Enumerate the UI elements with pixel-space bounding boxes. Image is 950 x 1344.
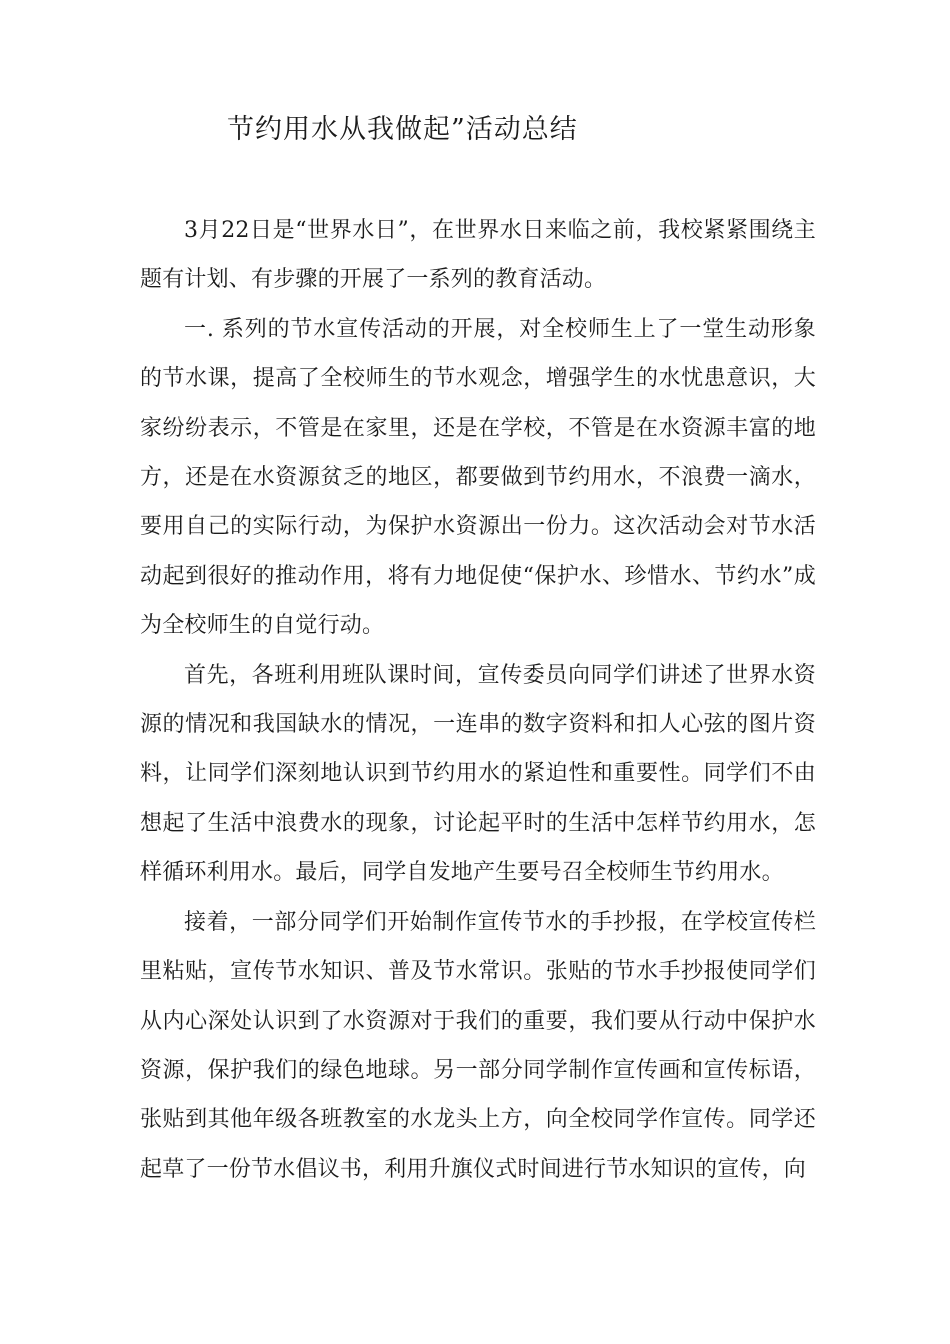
paragraph-first: 首先，各班利用班队课时间，宣传委员向同学们讲述了世界水资源的情况和我国缺水的情况，一连串的数字资料和扣人心弦的图片资料，让同学们深刻地认识到节约用水的紧迫性和重要性。同学们不由想起了生活中浪费水的现象，讨论起平时的生活中怎样节约用水，怎样循环利用水。最后，同学自发地产生要号召全校师生节约用水。 bbox=[140, 662, 816, 886]
paragraph-section-one: 一. 系列的节水宣传活动的开展，对全校师生上了一堂生动形象的节水课，提高了全校师生的节水观念，增强学生的水忧患意识，大家纷纷表示，不管是在家里，还是在学校，不管是在水资源丰富的地方，还是在水资源贫乏的地区，都要做到节约用水，不浪费一滴水，要用自己的实际行动，为保护水资源出一份力。这次活动会对节水活动起到很好的推动作用，将有力地促使“保护水、珍惜水、节约水”成为全校师生的自觉行动。 bbox=[140, 316, 816, 639]
document-title: 节约用水从我做起”活动总结 bbox=[227, 114, 578, 145]
paragraph-intro: 3月22日是“世界水日”，在世界水日来临之前，我校紧紧围绕主题有计划、有步骤的开展了一系列的教育活动。 bbox=[140, 218, 816, 293]
document-body bbox=[140, 206, 816, 1194]
paragraph-next: 接着，一部分同学们开始制作宣传节水的手抄报，在学校宣传栏里粘贴，宣传节水知识、普及节水常识。张贴的节水手抄报使同学们从内心深处认识到了水资源对于我们的重要，我们要从行动中保护水资源，保护我们的绿色地球。另一部分同学制作宣传画和宣传标语，张贴到其他年级各班教室的水龙头上方，向全校同学作宣传。同学还起草了一份节水倡议书，利用升旗仪式时间进行节水知识的宣传，向 bbox=[140, 909, 816, 1182]
